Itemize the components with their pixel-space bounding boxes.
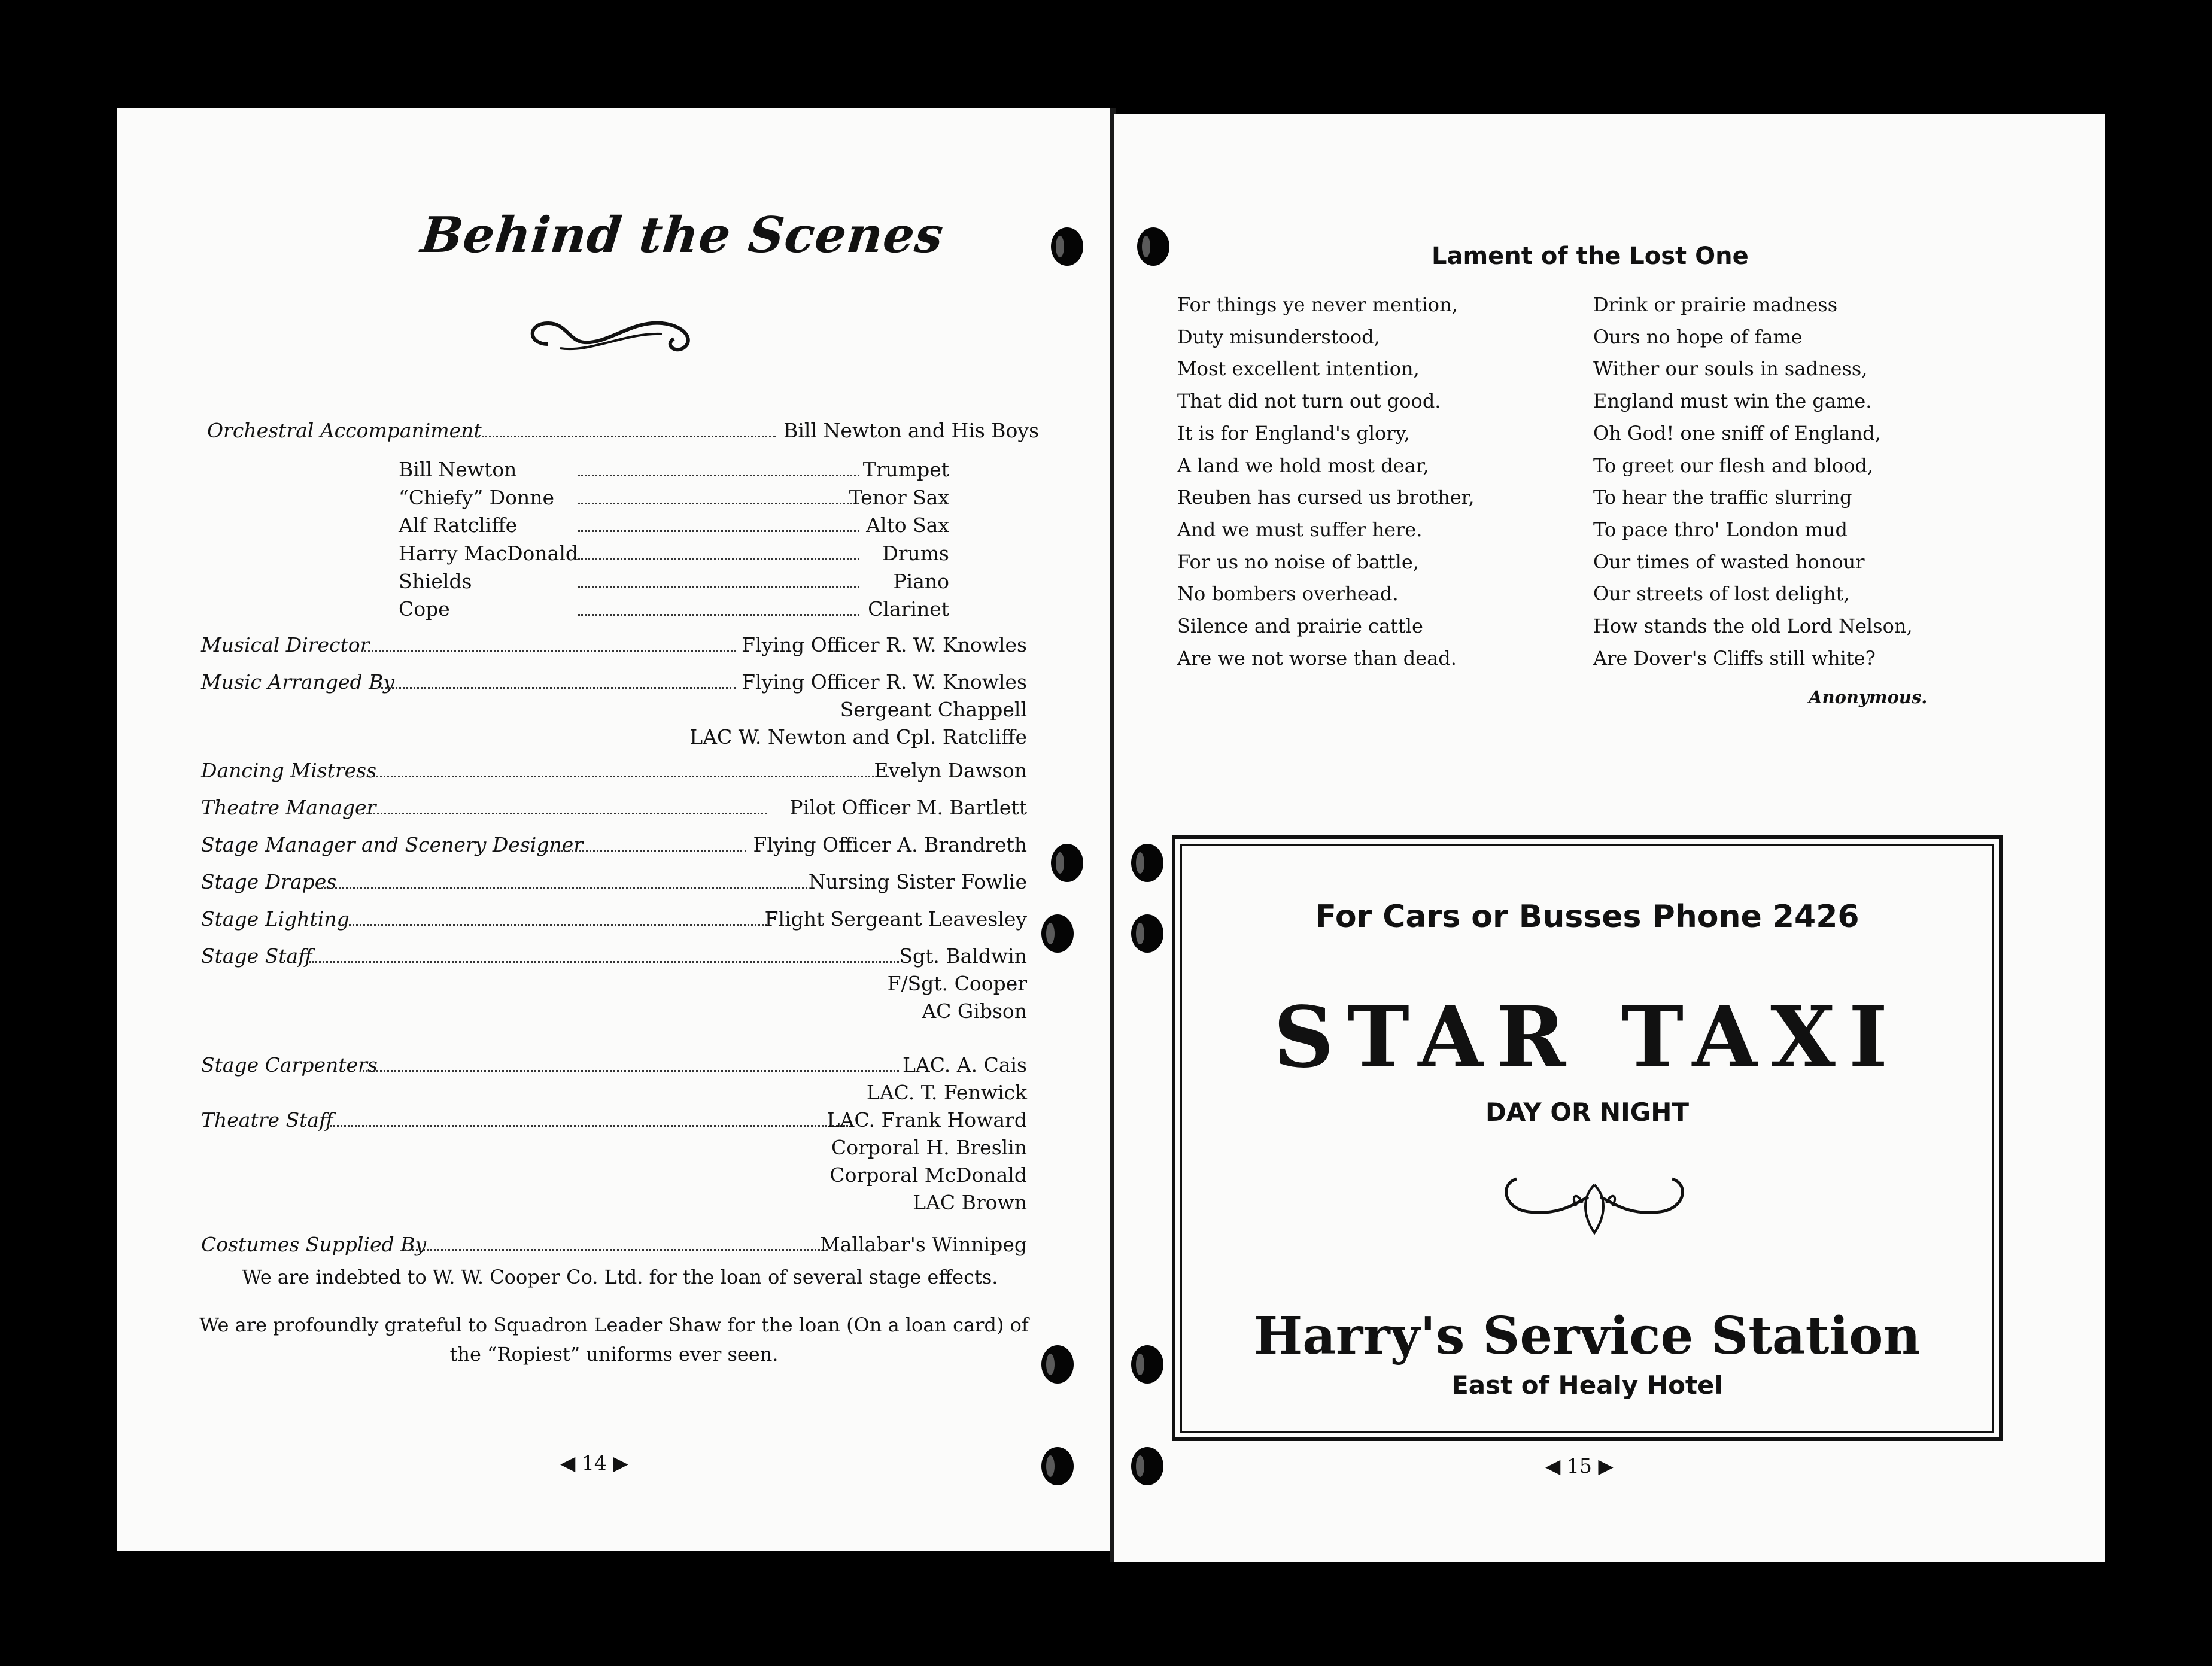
leader-dots <box>578 586 859 588</box>
poem-line: To pace thro' London mud <box>1593 518 1848 541</box>
ad-flourish-ornament <box>1493 1161 1696 1245</box>
credit-name: Flying Officer A. Brandreth <box>753 833 1027 856</box>
credit-role: Orchestral Accompaniment <box>207 419 482 442</box>
page-number <box>560 1451 628 1475</box>
binder-hole <box>1137 227 1169 266</box>
credit-additional-name: Corporal McDonald <box>830 1163 1027 1187</box>
left-arrow-ornament-icon: ◀ <box>560 1451 576 1475</box>
credit-name: Evelyn Dawson <box>874 759 1027 782</box>
orchestra-member-row <box>399 570 949 598</box>
musician-name: Shields <box>399 570 472 593</box>
credit-name: LAC. A. Cais <box>902 1053 1027 1077</box>
credit-name: Nursing Sister Fowlie <box>808 870 1027 893</box>
poem-line: Wither our souls in sadness, <box>1593 357 1868 381</box>
poem-line: Ours no hope of fame <box>1593 325 1803 348</box>
orchestra-member-row <box>399 486 949 515</box>
credit-row <box>201 1053 1027 1083</box>
credit-name: Bill Newton and His Boys <box>783 419 1039 442</box>
credit-row <box>201 944 1027 974</box>
leader-dots <box>381 687 736 689</box>
poem-line: To hear the traffic slurring <box>1593 486 1852 509</box>
credit-additional-name: LAC W. Newton and Cpl. Ratcliffe <box>689 725 1027 749</box>
leader-dots <box>369 776 889 777</box>
instrument-name: Trumpet <box>862 458 949 481</box>
binder-hole <box>1041 914 1074 953</box>
credit-row <box>201 1233 1027 1263</box>
leader-dots <box>578 475 859 476</box>
credit-additional-name: LAC. T. Fenwick <box>866 1081 1027 1104</box>
credit-row <box>201 759 1027 789</box>
leader-dots <box>327 1125 848 1127</box>
instrument-name: Tenor Sax <box>849 486 949 509</box>
credit-role: Music Arranged By <box>201 670 394 694</box>
leader-dots <box>578 530 859 532</box>
poem-line: Our times of wasted honour <box>1593 550 1865 573</box>
instrument-name: Drums <box>882 542 949 565</box>
poem-line: For things ye never mention, <box>1177 293 1458 316</box>
orchestra-member-row <box>399 458 949 487</box>
poem-line: England must win the game. <box>1593 390 1872 413</box>
leader-dots <box>363 1070 899 1072</box>
credit-name: Pilot Officer M. Bartlett <box>789 796 1027 819</box>
credit-name: LAC. Frank Howard <box>827 1108 1027 1132</box>
poem-line: Duty misunderstood, <box>1177 325 1380 348</box>
acknowledgement-note-2 <box>189 1311 1039 1369</box>
binder-hole <box>1051 844 1083 882</box>
right-page <box>1114 114 2105 1562</box>
credit-additional-name: LAC Brown <box>913 1191 1027 1214</box>
musician-name: Alf Ratcliffe <box>399 513 518 537</box>
poem-author: Anonymous. <box>1809 687 1928 707</box>
page-title: Behind the Scenes <box>418 206 947 264</box>
poem-line: Reuben has cursed us brother, <box>1177 486 1475 509</box>
poem-line: Drink or prairie madness <box>1593 293 1838 316</box>
flourish-ornament <box>524 311 704 365</box>
binder-hole <box>1131 1345 1163 1384</box>
credit-role: Stage Drapes <box>201 870 337 893</box>
credit-row <box>201 907 1027 937</box>
credit-additional-name: Corporal H. Breslin <box>831 1136 1027 1159</box>
binder-hole <box>1041 1345 1074 1384</box>
binder-hole <box>1051 227 1083 266</box>
ad-business-name: Harry's Service Station <box>1254 1306 1921 1366</box>
note-line: We are profoundly grateful to Squadron Leader Shaw for the loan (On a loan card) of <box>199 1314 1029 1336</box>
credit-additional-name: F/Sgt. Cooper <box>887 972 1027 995</box>
right-arrow-ornament-icon: ▶ <box>613 1451 628 1475</box>
poem-title: Lament of the Lost One <box>1432 242 1749 270</box>
poem-line: No bombers overhead. <box>1177 582 1399 606</box>
poem-line: It is for England's glory, <box>1177 421 1410 445</box>
poem-line: For us no noise of battle, <box>1177 550 1419 573</box>
page-number-value: 15 <box>1566 1454 1592 1477</box>
credit-row <box>201 870 1027 900</box>
page-number <box>1545 1454 1614 1477</box>
musician-name: Cope <box>399 597 450 621</box>
leader-dots <box>339 924 767 926</box>
ad-location: East of Healy Hotel <box>1451 1370 1723 1400</box>
orchestra-member-row <box>399 542 949 570</box>
left-page <box>117 108 1110 1551</box>
instrument-name: Piano <box>893 570 949 593</box>
credit-additional-name: Sergeant Chappell <box>840 698 1027 721</box>
credit-row <box>201 833 1027 863</box>
credit-name: Mallabar's Winnipeg <box>819 1233 1027 1256</box>
poem-line: Silence and prairie cattle <box>1177 615 1423 637</box>
credit-name: Flight Sergeant Leavesley <box>764 907 1027 931</box>
note-line: the “Ropiest” uniforms ever seen. <box>449 1343 779 1366</box>
orchestra-member-row <box>399 597 949 626</box>
poem-line: A land we hold most dear, <box>1177 454 1429 477</box>
ad-hours: DAY OR NIGHT <box>1485 1098 1690 1127</box>
binder-hole <box>1131 844 1163 882</box>
poem-line: Our streets of lost delight, <box>1593 582 1850 606</box>
leader-dots <box>357 650 736 652</box>
leader-dots <box>321 887 807 889</box>
left-arrow-ornament-icon: ◀ <box>1545 1454 1561 1477</box>
poem-line: To greet our flesh and blood, <box>1593 454 1874 477</box>
credit-role: Stage Carpenters <box>201 1053 378 1077</box>
credit-role: Dancing Mistress <box>201 759 377 782</box>
leader-dots <box>452 436 776 437</box>
page-number-value: 14 <box>581 1451 607 1475</box>
binder-hole <box>1131 914 1163 953</box>
musician-name: “Chiefy” Donne <box>399 486 555 509</box>
ad-phone-line: For Cars or Busses Phone 2426 <box>1315 899 1859 935</box>
poem-line: Are Dover's Cliffs still white? <box>1593 646 1876 670</box>
credit-name: Sgt. Baldwin <box>899 944 1027 968</box>
credit-role: Stage Manager and Scenery Designer <box>201 833 584 856</box>
credit-row <box>207 419 1039 449</box>
credit-row <box>201 796 1027 826</box>
poem-line: Most excellent intention, <box>1177 357 1420 381</box>
leader-dots <box>578 503 859 504</box>
poem-line: Are we not worse than dead. <box>1177 646 1457 670</box>
binder-hole <box>1041 1447 1074 1485</box>
leader-dots <box>405 1250 828 1251</box>
leader-dots <box>578 558 859 560</box>
poem-line: How stands the old Lord Nelson, <box>1593 615 1913 637</box>
credit-role: Costumes Supplied By <box>201 1233 427 1256</box>
credit-additional-name: AC Gibson <box>922 999 1027 1023</box>
leader-dots <box>542 850 746 852</box>
credit-role: Stage Staff <box>201 944 312 968</box>
poem-line: That did not turn out good. <box>1177 390 1441 413</box>
leader-dots <box>578 614 859 616</box>
acknowledgement-note: We are indebted to W. W. Cooper Co. Ltd. for the loan of several stage effects. <box>242 1266 998 1288</box>
poem-line: Oh God! one sniff of England, <box>1593 421 1881 445</box>
credit-role: Stage Lighting <box>201 907 350 931</box>
right-arrow-ornament-icon: ▶ <box>1598 1454 1614 1477</box>
credit-role: Theatre Manager <box>201 796 376 819</box>
ad-brand: STAR TAXI <box>1273 989 1901 1087</box>
poem-line: And we must suffer here. <box>1177 518 1423 541</box>
binder-hole <box>1131 1447 1163 1485</box>
leader-dots <box>363 813 767 814</box>
musician-name: Harry MacDonald <box>399 542 579 565</box>
instrument-name: Alto Sax <box>866 513 949 537</box>
credit-name: Flying Officer R. W. Knowles <box>742 670 1027 694</box>
credit-role: Theatre Staff <box>201 1108 333 1132</box>
credit-role: Musical Director <box>201 633 370 656</box>
advertisement-box <box>1172 835 2003 1441</box>
credit-row <box>201 633 1027 663</box>
credit-name: Flying Officer R. W. Knowles <box>742 633 1027 656</box>
credit-row <box>201 1108 1027 1138</box>
musician-name: Bill Newton <box>399 458 517 481</box>
orchestra-member-row <box>399 513 949 542</box>
credit-row <box>201 670 1027 700</box>
leader-dots <box>309 961 899 963</box>
instrument-name: Clarinet <box>868 597 949 621</box>
